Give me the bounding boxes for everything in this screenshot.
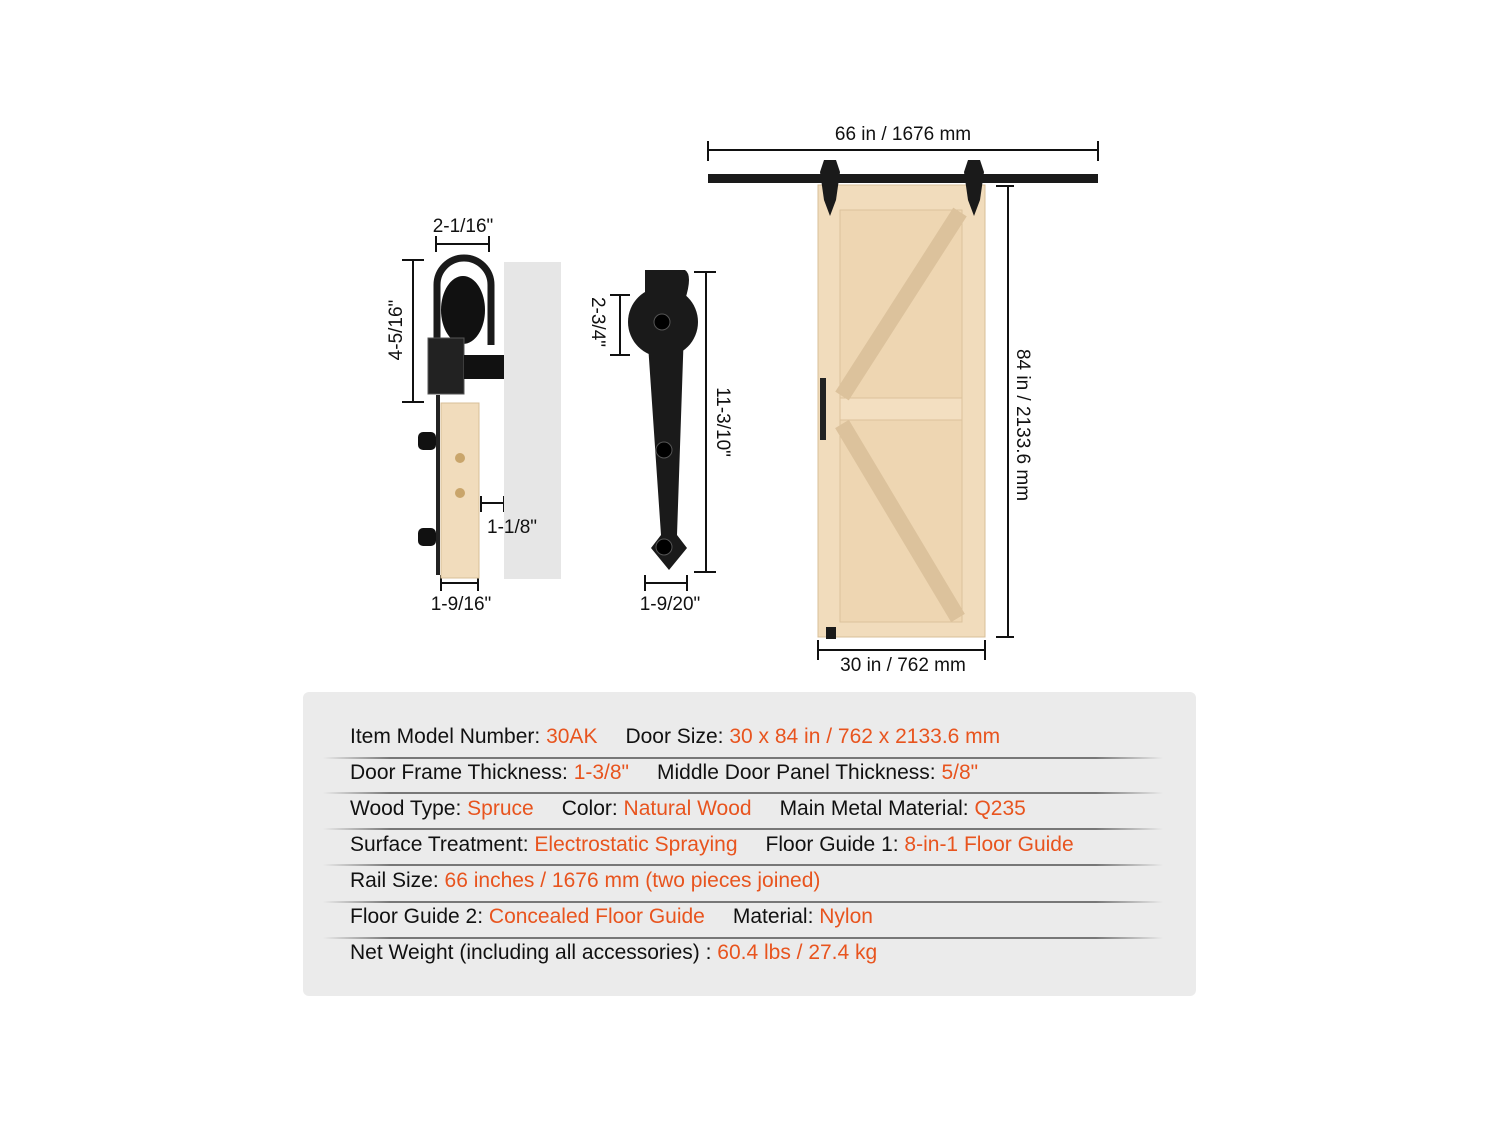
- spec-value: Electrostatic Spraying: [534, 833, 738, 856]
- spec-item: [766, 833, 1074, 856]
- spec-label: Door Size:: [625, 725, 730, 748]
- spec-row: [350, 725, 1028, 749]
- spec-value: Natural Wood: [623, 797, 752, 820]
- spec-item: [657, 761, 978, 784]
- spec-value: Concealed Floor Guide: [488, 905, 705, 928]
- spec-label: Rail Size:: [350, 869, 445, 892]
- spec-item: [733, 905, 873, 928]
- spec-value: 30 x 84 in / 762 x 2133.6 mm: [729, 725, 1001, 748]
- spec-item: [625, 725, 1000, 748]
- spec-row: [350, 941, 905, 965]
- spec-label: Middle Door Panel Thickness:: [657, 761, 942, 784]
- spec-label: Main Metal Material:: [779, 797, 975, 820]
- spec-value: Q235: [974, 797, 1026, 820]
- spec-value: 1-3/8": [573, 761, 630, 784]
- spec-label: Floor Guide 2:: [350, 905, 489, 928]
- spec-value: 60.4 lbs / 27.4 kg: [717, 941, 878, 964]
- door-thickness-label: 1-9/16": [430, 594, 492, 615]
- spec-value: Nylon: [819, 905, 873, 928]
- spec-row: [350, 761, 1006, 785]
- hanger-top-width-label: 2-1/16": [432, 216, 494, 237]
- spec-value: 8-in-1 Floor Guide: [904, 833, 1074, 856]
- spec-value: 5/8": [941, 761, 979, 784]
- hanger-strap: [628, 270, 698, 570]
- spec-label: Item Model Number:: [350, 725, 547, 748]
- strap-width-label: 1-9/20": [639, 594, 701, 615]
- spec-item: [562, 797, 752, 820]
- spec-item: [350, 905, 705, 928]
- door-height-label: 84 in / 2133.6 mm: [1012, 348, 1033, 502]
- spec-item: [780, 797, 1026, 820]
- spec-row: [350, 905, 901, 929]
- spec-label: Color:: [561, 797, 624, 820]
- spec-label: Door Frame Thickness:: [350, 761, 574, 784]
- spec-row: [350, 833, 1102, 857]
- hanger-height-label: 4-5/16": [386, 299, 407, 361]
- spec-label: Wood Type:: [350, 797, 468, 820]
- strap-length-label: 11-3/10": [712, 387, 733, 457]
- spec-panel: [303, 692, 1196, 996]
- spec-item: [350, 833, 738, 856]
- spec-value: 30AK: [546, 725, 598, 748]
- door-gap-label: 1-1/8": [487, 517, 538, 538]
- spec-value: Spruce: [467, 797, 534, 820]
- spec-item: [350, 797, 534, 820]
- spec-item: [350, 761, 629, 784]
- spec-item: [350, 869, 820, 892]
- wheel-diameter-label: 2-3/4": [587, 296, 608, 348]
- spec-row: [350, 869, 848, 893]
- spec-value: 66 inches / 1676 mm (two pieces joined): [444, 869, 821, 892]
- spec-item: [350, 725, 597, 748]
- spec-row: [350, 797, 1054, 821]
- barn-door: [818, 185, 985, 637]
- spec-label: Floor Guide 1:: [765, 833, 905, 856]
- spec-item: [350, 941, 877, 964]
- spec-label: Material:: [732, 905, 820, 928]
- rail-length-label: 66 in / 1676 mm: [834, 124, 972, 145]
- spec-label: Net Weight (including all accessories) :: [350, 941, 718, 964]
- door-width-label: 30 in / 762 mm: [840, 655, 966, 676]
- spec-label: Surface Treatment:: [350, 833, 535, 856]
- rail: [708, 174, 1098, 183]
